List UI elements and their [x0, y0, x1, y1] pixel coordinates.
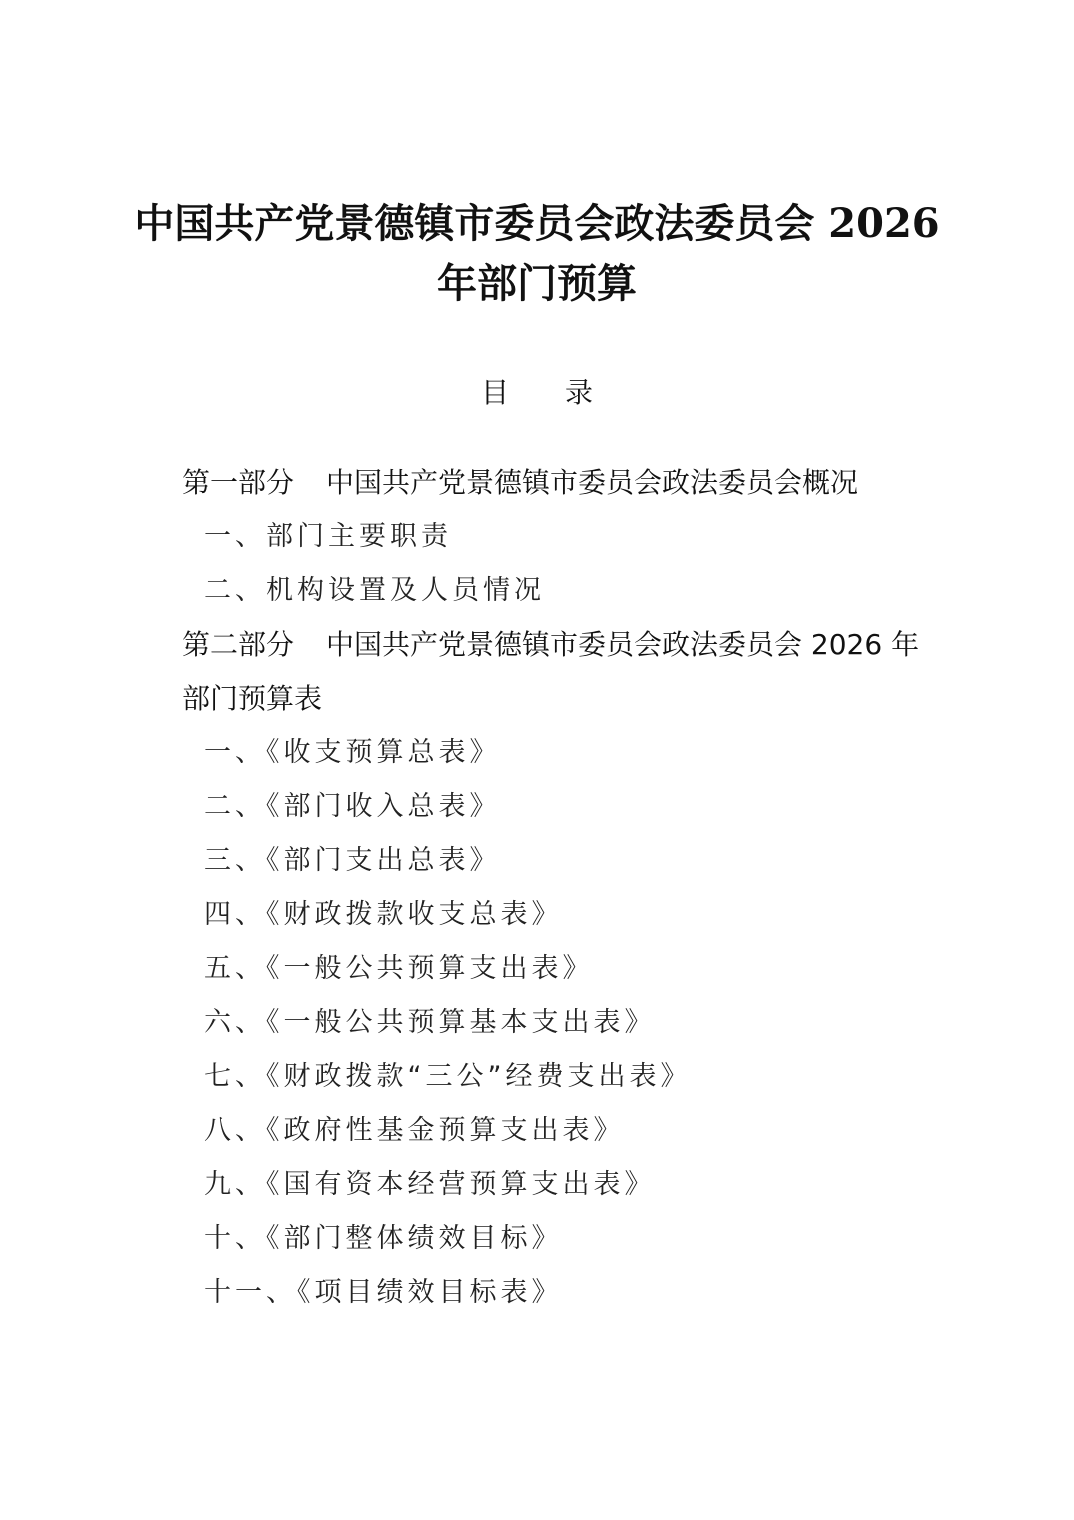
- toc-part-2-title-line-1: 中国共产党景德镇市委员会政法委员会 2026 年: [326, 628, 920, 661]
- toc-item-part2-11[interactable]: 十一、《项目绩效目标表》: [204, 1277, 563, 1308]
- toc-item-part2-9[interactable]: 九、《国有资本经营预算支出表》: [204, 1169, 656, 1200]
- toc-item-part2-7[interactable]: 七、《财政拨款“三公”经费支出表》: [204, 1061, 692, 1092]
- toc-part-1[interactable]: [182, 468, 858, 498]
- toc-heading: [0, 378, 1074, 408]
- toc-item-part2-10[interactable]: 十、《部门整体绩效目标》: [204, 1223, 563, 1254]
- toc-heading-right: 录: [565, 376, 594, 409]
- toc-part-2[interactable]: [182, 630, 919, 660]
- toc-part-1-label: 第一部分: [182, 466, 295, 499]
- toc-item-part2-8[interactable]: 八、《政府性基金预算支出表》: [204, 1115, 625, 1146]
- toc-item-part2-3[interactable]: 三、《部门支出总表》: [204, 845, 501, 876]
- toc-part-1-title: 中国共产党景德镇市委员会政法委员会概况: [326, 466, 859, 499]
- page-title-line-1: 中国共产党景德镇市委员会政法委员会 2026: [134, 200, 940, 247]
- toc-item-part2-1[interactable]: 一、《收支预算总表》: [204, 737, 501, 768]
- toc-item-part2-5[interactable]: 五、《一般公共预算支出表》: [204, 953, 594, 984]
- toc-item-part1-1[interactable]: 一、部门主要职责: [204, 521, 452, 552]
- toc-item-part2-4[interactable]: 四、《财政拨款收支总表》: [204, 899, 563, 930]
- toc-heading-left: 目: [480, 376, 509, 409]
- toc-item-part1-2[interactable]: 二、机构设置及人员情况: [204, 575, 545, 606]
- page-title-line-2: 年部门预算: [437, 260, 637, 307]
- toc-part-2-title-line-2[interactable]: 部门预算表: [182, 682, 323, 715]
- toc-part-2-label: 第二部分: [182, 628, 295, 661]
- toc-item-part2-2[interactable]: 二、《部门收入总表》: [204, 791, 501, 822]
- toc-item-part2-6[interactable]: 六、《一般公共预算基本支出表》: [204, 1007, 656, 1038]
